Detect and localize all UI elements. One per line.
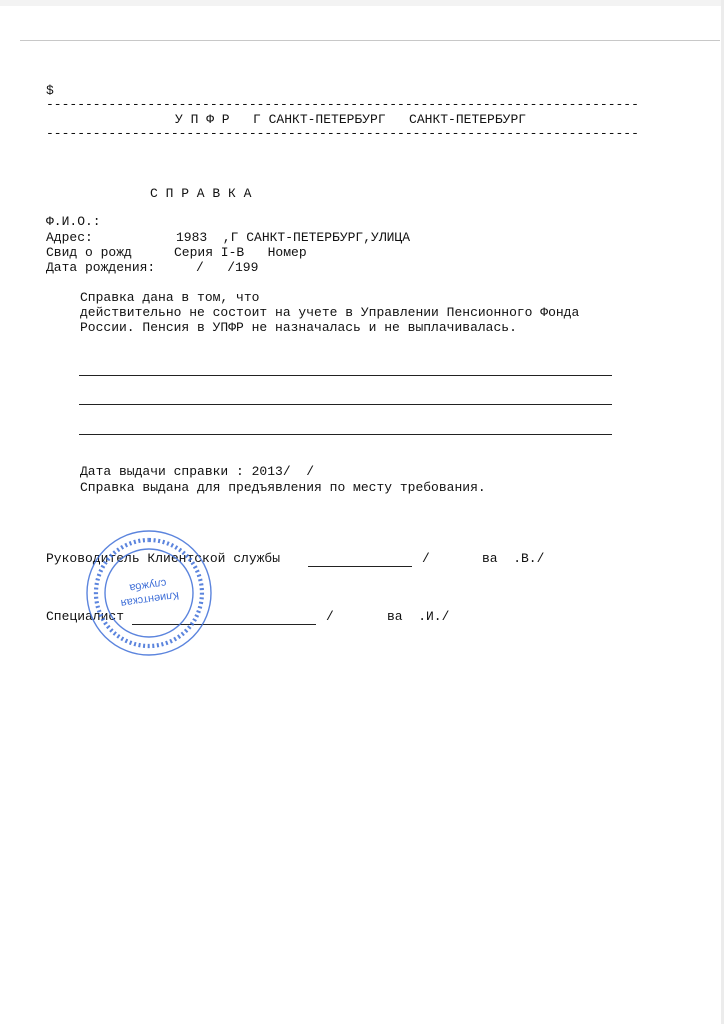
official-stamp xyxy=(84,528,214,658)
blank-line-3 xyxy=(79,434,612,435)
stamp-ring-lettering xyxy=(96,540,202,646)
document-title: С П Р А В К А xyxy=(150,186,252,201)
stamp-inner-ring xyxy=(105,549,193,637)
birth-cert-label: Свид о рожд xyxy=(46,245,132,260)
scan-edge-line xyxy=(20,40,720,41)
stamp-text-line-2: служба xyxy=(128,576,168,594)
body-line-1: Справка дана в том, что xyxy=(80,290,260,305)
header-dash-top: ---------------------------------------------------------------------------- xyxy=(46,97,639,112)
currency-symbol: $ xyxy=(46,83,54,98)
blank-line-2 xyxy=(79,404,612,405)
issue-purpose: Справка выдана для предъявления по месту требования. xyxy=(80,480,486,495)
stamp-text-line-1: Клиентская xyxy=(119,588,180,609)
blank-line-1 xyxy=(79,375,612,376)
head-signatory-title: Руководитель Клиентской службы xyxy=(46,551,281,566)
specialist-slash: / xyxy=(326,609,334,624)
header-dash-bottom: ---------------------------------------------------------------------------- xyxy=(46,126,639,141)
head-signatory-name: ва .В./ xyxy=(482,551,545,566)
head-slash: / xyxy=(422,551,430,566)
issue-date: Дата выдачи справки : 2013/ / xyxy=(80,464,315,479)
dob-value: / /199 xyxy=(196,260,259,275)
body-line-2: действительно не состоит на учете в Управлении Пенсионного Фонда xyxy=(80,305,580,320)
fio-label: Ф.И.О.: xyxy=(46,214,101,229)
dob-label: Дата рождения: xyxy=(46,260,156,275)
body-line-3: России. Пенсия в УПФР не назначалась и не выплачивалась. xyxy=(80,320,517,335)
head-signature-line xyxy=(308,566,412,567)
scan-top-edge xyxy=(0,0,724,6)
address-value: 1983 ,Г САНКТ-ПЕТЕРБУРГ,УЛИЦА xyxy=(176,230,411,245)
birth-cert-value: Серия I-В Номер xyxy=(174,245,307,260)
specialist-name: ва .И./ xyxy=(387,609,450,624)
address-label: Адрес: xyxy=(46,230,93,245)
specialist-title: Специалист xyxy=(46,609,125,624)
org-header: У П Ф Р Г САНКТ-ПЕТЕРБУРГ САНКТ-ПЕТЕРБУРГ xyxy=(175,112,527,127)
